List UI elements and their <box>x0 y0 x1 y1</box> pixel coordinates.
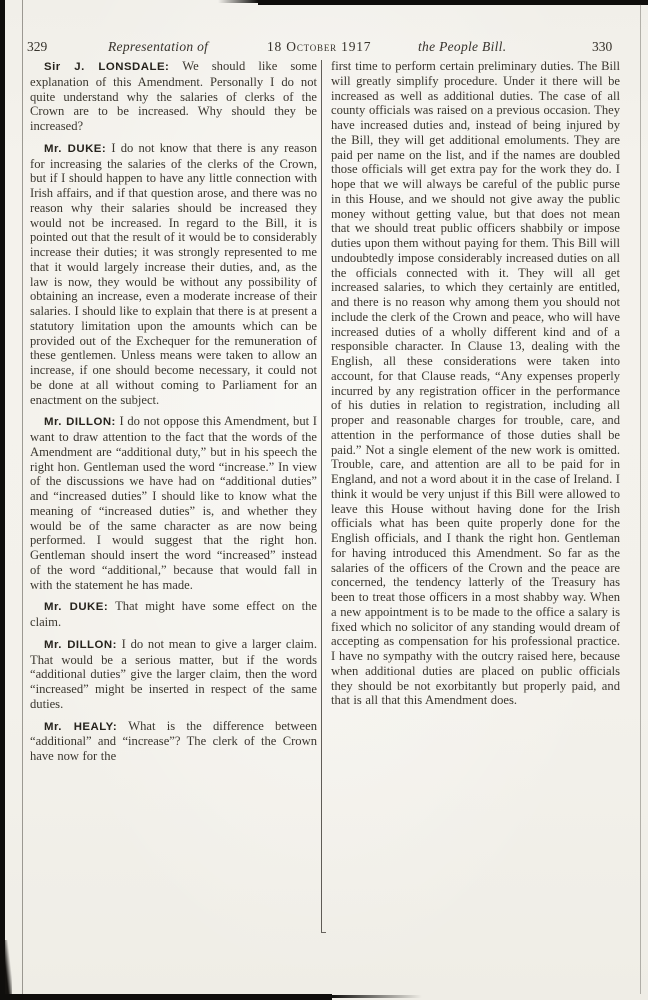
scan-artifact-left-edge <box>0 0 5 1000</box>
page-number-right: 330 <box>592 39 613 54</box>
speaker-name: Mr. DILLON: <box>44 638 117 651</box>
speech-paragraph: first time to perform certain preliminary duties. The Bill will greatly simplify procedure. Under it there will be increased as well as additional duties. The case of all county officials was raised on a previous occasion. They have increased duties and, instead of being injured by the Bill, they will get additional emoluments. They are paid per name on the list, and if the names are doubled those officials will get extra pay for the work they do. I hope that we will always be careful of the public purse in this House, and we should not give away the public money without getting value, but that does not mean that we should treat public officers shabbily or impose duties upon them without paying for them. This Bill will undoubtedly impose considerably increased duties on all the officials connected with it. They will all get increased salaries, to which they certainly are entitled, and there is no reason why among them you should not include the clerk of the Crown and peace, who will have increased duties of a wholly different kind and of a responsible character. In Clause 13, dealing with the English, all these considerations were taken into account, for that Clause reads, “Any expenses properly incurred by any registration officer in the performance of his duties in relation to registration, including all proper and reasonable charges for trouble, care, and attention in the performance of those duties shall be paid.” Not a single element of the new work is omitted. Trouble, care, and attention are all to be paid for in England, and not a word about it in the case of Ireland. I think it would be very unjust if this Bill were allowed to leave this House without having done for the Irish officials what has been quite properly done for the English officials, and I thank the right hon. Gentleman for having introduced this Amendment. So far as the salaries of the officers of the Crown and the peace are concerned, the tendency latterly of the Treasury has been to treat those officers in a most shabby way. When a new appointment is to be made to the office a salary is fixed which no solicitor of any standing would dream of accepting as compensation for his professional practice. I have no sympathy with the outcry raised here, because when additional duties are placed on public officials they should be not exorbitantly but properly paid, and that is all that this Amendment does. <box>331 59 620 708</box>
right-column <box>331 59 620 715</box>
scan-artifact-top-bar <box>258 0 648 5</box>
left-margin-rule <box>22 0 23 1000</box>
scan-artifact-bottom-bar <box>0 994 332 1000</box>
running-header <box>0 39 648 57</box>
speech-paragraph: Mr. DUKE: I do not know that there is any reason for increasing the salaries of the clerks of the Crown, but if I should happen to have any little connection with Irish affairs, and if that question arose, and there was no reason why their salaries should be increased they would not be increased. In regard to the Bill, it is pointed out that the result of it would be to considerably increase their duties; it was strongly represented to me that it would largely increase their duties, and, as the law is now, they would be without any possibility of obtaining an increase, even a moderate increase of their salaries. I should like to explain that there is at present a statutory limitation upon the amounts which can be provided out of the Exchequer for the remuneration of these gentlemen. Unless means were taken to allow an increase, if one should become necessary, it could not be done at all without coming to Parliament for an enactment on the subject. <box>30 140 317 407</box>
running-title-left: Representation of <box>108 39 209 54</box>
speaker-name: Mr. DUKE: <box>44 601 109 614</box>
speech-paragraph: Mr. HEALY: What is the difference between “additional” and “increase”? The clerk of the Crown have now for the <box>30 718 317 763</box>
right-edge-rule <box>640 4 641 994</box>
speaker-name: Mr. HEALY: <box>44 720 118 733</box>
speech-paragraph: Sir J. LONSDALE: We should like some explanation of this Amendment. Personally I do not quite understand why the salaries of clerks of the Crown are to be increased. Why should they be increased? <box>30 59 317 133</box>
column-divider-rule <box>321 60 322 932</box>
speech-paragraph: Mr. DILLON: I do not mean to give a larger claim. That would be a serious matter, but if the words “additional duties” give the larger claim, then the word “increased” might be inserted in respect of the same duties. <box>30 636 317 711</box>
running-title-right: the People Bill. <box>418 39 507 54</box>
speaker-name: Mr. DILLON: <box>44 416 116 429</box>
speech-paragraph: Mr. DUKE: That might have some effect on the claim. <box>30 599 318 629</box>
debate-date: 18 October 1917 <box>267 39 372 54</box>
left-column <box>30 59 317 771</box>
speaker-name: Mr. DUKE: <box>44 142 107 155</box>
page-number-left: 329 <box>27 39 48 54</box>
speaker-name: Sir J. LONSDALE: <box>44 61 170 73</box>
speech-paragraph: Mr. DILLON: I do not oppose this Amendment, but I want to draw attention to the fact that the words of the Amendment are “additional duty,” but in his speech the right hon. Gentleman used the word “increase.” In view of the discussions we have had on “additional duties” and “increased duties” I should like to know what the meaning of “increased duties” is, and whether they would be of the same character as are now being performed. I would suggest that the right hon. Gentleman should insert the word “increased” instead of the word “additional,” because that would fall in with the statement he has made. <box>30 414 317 592</box>
